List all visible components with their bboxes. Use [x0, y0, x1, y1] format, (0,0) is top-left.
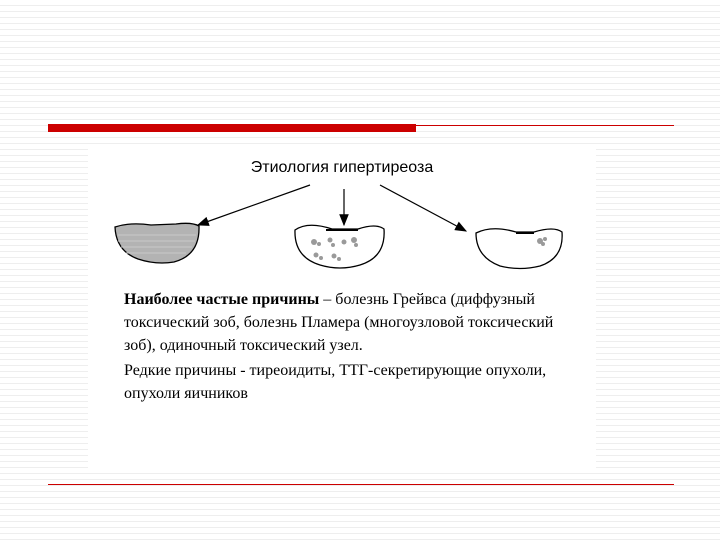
etiology-figure	[88, 145, 596, 473]
arrow-left	[198, 185, 310, 225]
rare-causes-paragraph: Редкие причины - тиреоидиты, ТТГ-секретирующие опухоли, опухоли яичников	[124, 362, 547, 402]
common-causes-paragraph	[124, 288, 584, 357]
common-causes-text: – болезнь Грейвса (диффузный токсический зоб, болезнь Пламера (многоузловой токсический зоб), одиночный токсический узел.	[124, 291, 554, 354]
common-causes-lead: Наиболее частые причины	[124, 291, 320, 308]
etiology-text	[124, 288, 584, 405]
thyroid-diffuse-gland	[115, 223, 199, 263]
top-accent-line	[416, 125, 674, 126]
arrow-right	[380, 185, 466, 231]
thyroid-single-nodule-gland	[476, 229, 562, 269]
thyroid-multinodular-gland	[295, 225, 384, 268]
top-accent-bar	[48, 124, 416, 132]
figure-title: Этиология гипертиреоза	[250, 159, 434, 176]
bottom-accent-line	[48, 484, 674, 485]
thyroid-diagram	[88, 145, 596, 285]
